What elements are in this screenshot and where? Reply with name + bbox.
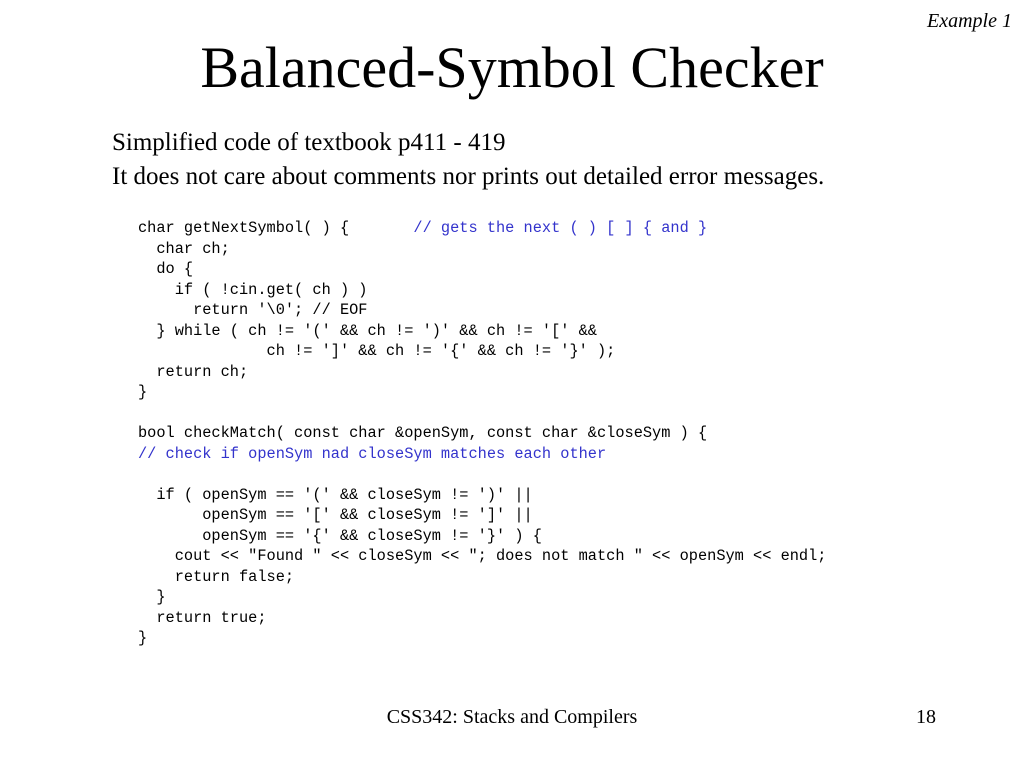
code-line bbox=[138, 403, 826, 424]
code-line bbox=[138, 526, 826, 547]
code-text: if ( openSym == '(' && closeSym != ')' || bbox=[138, 485, 533, 504]
code-line bbox=[138, 321, 826, 342]
code-line bbox=[138, 280, 826, 301]
code-line bbox=[138, 362, 826, 383]
footer-page-number: 18 bbox=[916, 706, 936, 728]
code-line bbox=[138, 608, 826, 629]
slide-title: Balanced-Symbol Checker bbox=[200, 35, 824, 100]
code-text: } bbox=[138, 383, 148, 401]
code-listing bbox=[138, 218, 826, 649]
code-text: ch != ']' && ch != '{' && ch != '}' ); bbox=[138, 342, 616, 360]
code-comment: // check if openSym nad closeSym matches each other bbox=[138, 444, 607, 463]
code-line bbox=[138, 628, 826, 649]
code-line bbox=[138, 546, 826, 567]
code-text: cout << "Found " << closeSym << "; does not match " << openSym << endl; bbox=[138, 547, 827, 565]
code-text: return true; bbox=[138, 608, 267, 627]
code-line bbox=[138, 341, 826, 362]
code-line bbox=[138, 587, 826, 608]
code-line bbox=[138, 423, 826, 444]
example-label: Example 1 bbox=[927, 10, 1012, 32]
subtitle-line-textbook-ref: Simplified code of textbook p411 - 419 bbox=[112, 129, 506, 156]
code-line bbox=[138, 505, 826, 526]
code-text: do { bbox=[138, 260, 194, 278]
code-text: char ch; bbox=[138, 239, 230, 258]
code-line bbox=[138, 259, 826, 280]
code-text: if ( !cin.get( ch ) ) bbox=[138, 280, 368, 299]
code-line bbox=[138, 382, 826, 403]
code-text: return '\0'; // EOF bbox=[138, 301, 368, 319]
code-line bbox=[138, 567, 826, 588]
code-line bbox=[138, 218, 826, 239]
code-text: } bbox=[138, 588, 166, 606]
code-line bbox=[138, 300, 826, 321]
slide-subtitle bbox=[112, 126, 824, 194]
subtitle-line-description: It does not care about comments nor prints out detailed error messages. bbox=[112, 163, 825, 190]
code-line bbox=[138, 485, 826, 506]
code-line bbox=[138, 464, 826, 485]
code-text: openSym == '{' && closeSym != '}' ) { bbox=[138, 526, 542, 545]
code-text: return false; bbox=[138, 567, 295, 586]
code-text: } while ( ch != '(' && ch != ')' && ch != '[' && bbox=[138, 321, 597, 340]
code-text: bool checkMatch( const char &openSym, const char &closeSym ) { bbox=[138, 424, 708, 442]
code-text: } bbox=[138, 629, 148, 647]
code-text: openSym == '[' && closeSym != ']' || bbox=[138, 506, 533, 524]
code-line bbox=[138, 239, 826, 260]
code-line bbox=[138, 444, 826, 465]
footer-course-title: CSS342: Stacks and Compilers bbox=[386, 706, 638, 728]
code-text: return ch; bbox=[138, 362, 249, 381]
code-comment: // gets the next ( ) [ ] { and } bbox=[413, 219, 708, 237]
code-text: char getNextSymbol( ) { bbox=[138, 219, 414, 237]
